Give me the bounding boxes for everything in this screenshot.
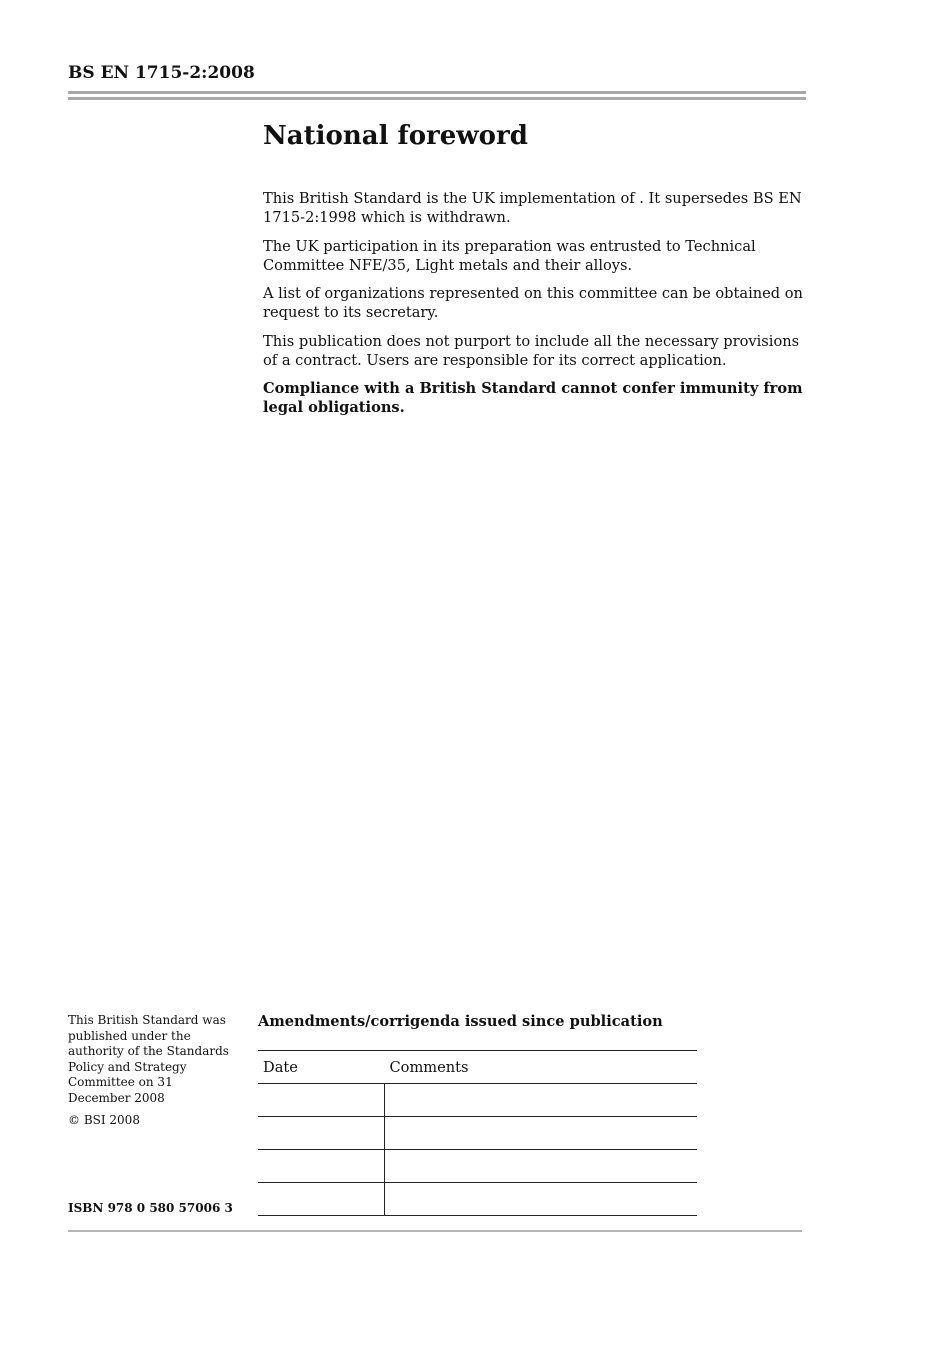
table-row: [258, 1117, 697, 1150]
table-row: [258, 1084, 697, 1117]
foreword-body: [263, 189, 808, 427]
publication-note: [68, 1013, 238, 1136]
column-header-date: Date: [258, 1051, 385, 1084]
isbn: ISBN 978 0 580 57006 3: [68, 1201, 233, 1215]
footer-rule: [68, 1230, 802, 1232]
table-cell-date: [258, 1117, 385, 1150]
amendments-title: Amendments/corrigenda issued since publication: [258, 1013, 663, 1030]
table-cell-comments: [385, 1117, 698, 1150]
page-title: National foreword: [263, 121, 528, 151]
table-cell-date: [258, 1183, 385, 1216]
table-cell-comments: [385, 1150, 698, 1183]
foreword-paragraph: The UK participation in its preparation was entrusted to Technical Committee NFE/35, Light metals and their alloys.: [263, 237, 756, 274]
table-cell-comments: [385, 1084, 698, 1117]
copyright-notice: © BSI 2008: [68, 1113, 140, 1127]
table-cell-date: [258, 1150, 385, 1183]
table-row: [258, 1183, 697, 1216]
table-row: [258, 1150, 697, 1183]
foreword-paragraph: A list of organizations represented on this committee can be obtained on request to its secretary.: [263, 285, 803, 321]
column-header-comments: Comments: [385, 1051, 698, 1084]
foreword-paragraph: This British Standard is the UK implementation of . It supersedes BS EN 1715-2:1998 which is withdrawn.: [263, 190, 802, 226]
amendments-table: [258, 1050, 697, 1216]
header-rule: [68, 91, 806, 94]
header-rule: [68, 97, 806, 100]
compliance-notice: Compliance with a British Standard cannot confer immunity from legal obligations.: [263, 380, 803, 416]
table-header-row: [258, 1051, 697, 1084]
foreword-paragraph: This publication does not purport to include all the necessary provisions of a contract. Users are responsible for its correct application.: [263, 332, 800, 369]
standard-number: BS EN 1715-2:2008: [68, 63, 255, 83]
table-cell-date: [258, 1084, 385, 1117]
table-cell-comments: [385, 1183, 698, 1216]
publication-authority-text: This British Standard was published under the authority of the Standards Policy and Strategy Committee on 31 December 2008: [68, 1013, 229, 1105]
